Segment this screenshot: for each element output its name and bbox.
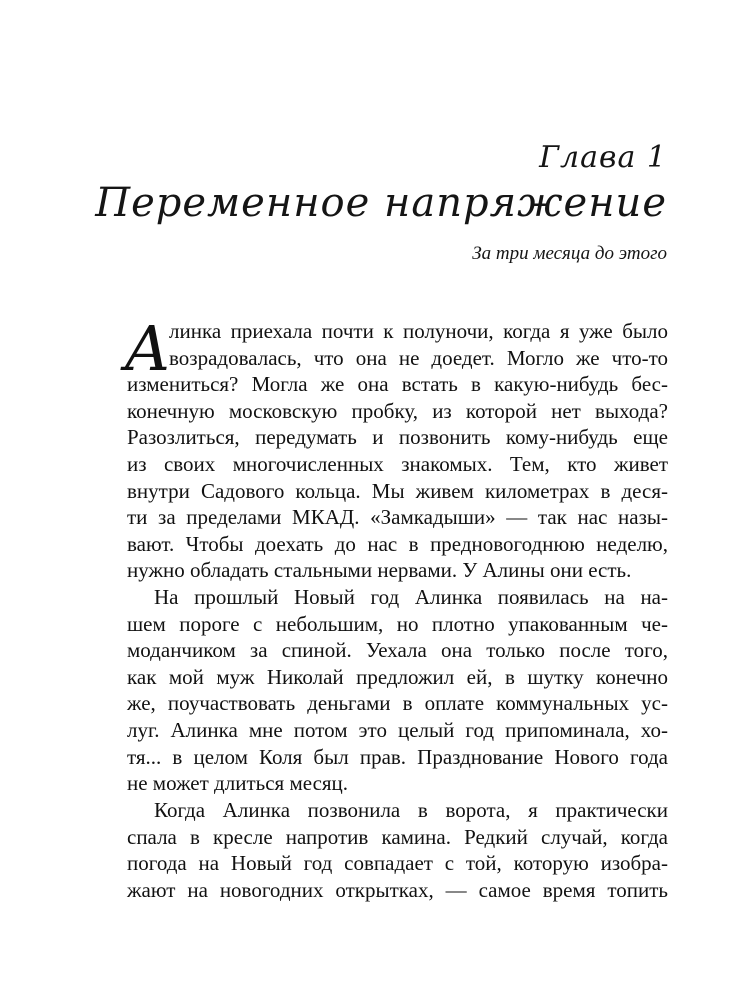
- text-line: измениться? Могла же она встать в какую-нибудь бес-: [127, 372, 668, 397]
- text-line: нужно обладать стальными нервами. У Алины они есть.: [127, 558, 632, 583]
- text-line: моданчиком за спиной. Уехала она только после того,: [127, 638, 668, 663]
- paragraph-2: [127, 584, 668, 797]
- text-line: ти за пределами МКАД. «Замкадыши» — так нас назы-: [127, 505, 668, 530]
- text-line: вают. Чтобы доехать до нас в предновогоднюю неделю,: [127, 531, 668, 556]
- text-line: шем пороге с небольшим, но плотно упакованным че-: [127, 611, 668, 636]
- text-line: луг. Алинка мне потом это целый год припоминала, хо-: [127, 717, 668, 742]
- text-line: внутри Садового кольца. Мы живем километрах в деся-: [127, 478, 668, 503]
- text-line: из своих многочисленных знакомых. Тем, кто живет: [127, 451, 668, 476]
- text-line: погода на Новый год совпадает с той, которую изобра-: [127, 851, 668, 876]
- text-line: жают на новогодних открытках, — самое время топить: [127, 877, 668, 902]
- text-line: Разозлиться, передумать и позвонить кому-нибудь еще: [127, 425, 668, 450]
- text-line: Когда Алинка позвонила в ворота, я практически: [154, 798, 668, 822]
- chapter-number: Глава 1: [539, 140, 667, 175]
- text-line: конечную московскую пробку, из которой нет выхода?: [127, 398, 668, 423]
- text-line: же, поучаствовать деньгами в оплате коммунальных ус-: [127, 691, 668, 716]
- paragraph-3: [127, 797, 668, 903]
- text-line: спала в кресле напротив камина. Редкий случай, когда: [127, 824, 668, 849]
- chapter-title: Переменное напряжение: [95, 180, 667, 226]
- text-line: На прошлый Новый год Алинка появилась на на-: [154, 585, 668, 609]
- text-line: не может длиться месяц.: [127, 771, 349, 796]
- text-line: как мой муж Николай предложил ей, в шутку конечно: [127, 664, 668, 689]
- text-line: линка приехала почти к полуночи, когда я уже было: [169, 319, 668, 343]
- text-line: тя... в целом Коля был прав. Празднование Нового года: [127, 744, 668, 769]
- drop-cap: А: [124, 312, 171, 385]
- paragraph-1: [127, 318, 668, 584]
- text-line: возрадовалась, что она не доедет. Могло же что-то: [169, 345, 668, 370]
- chapter-subtitle: За три месяца до этого: [472, 243, 667, 264]
